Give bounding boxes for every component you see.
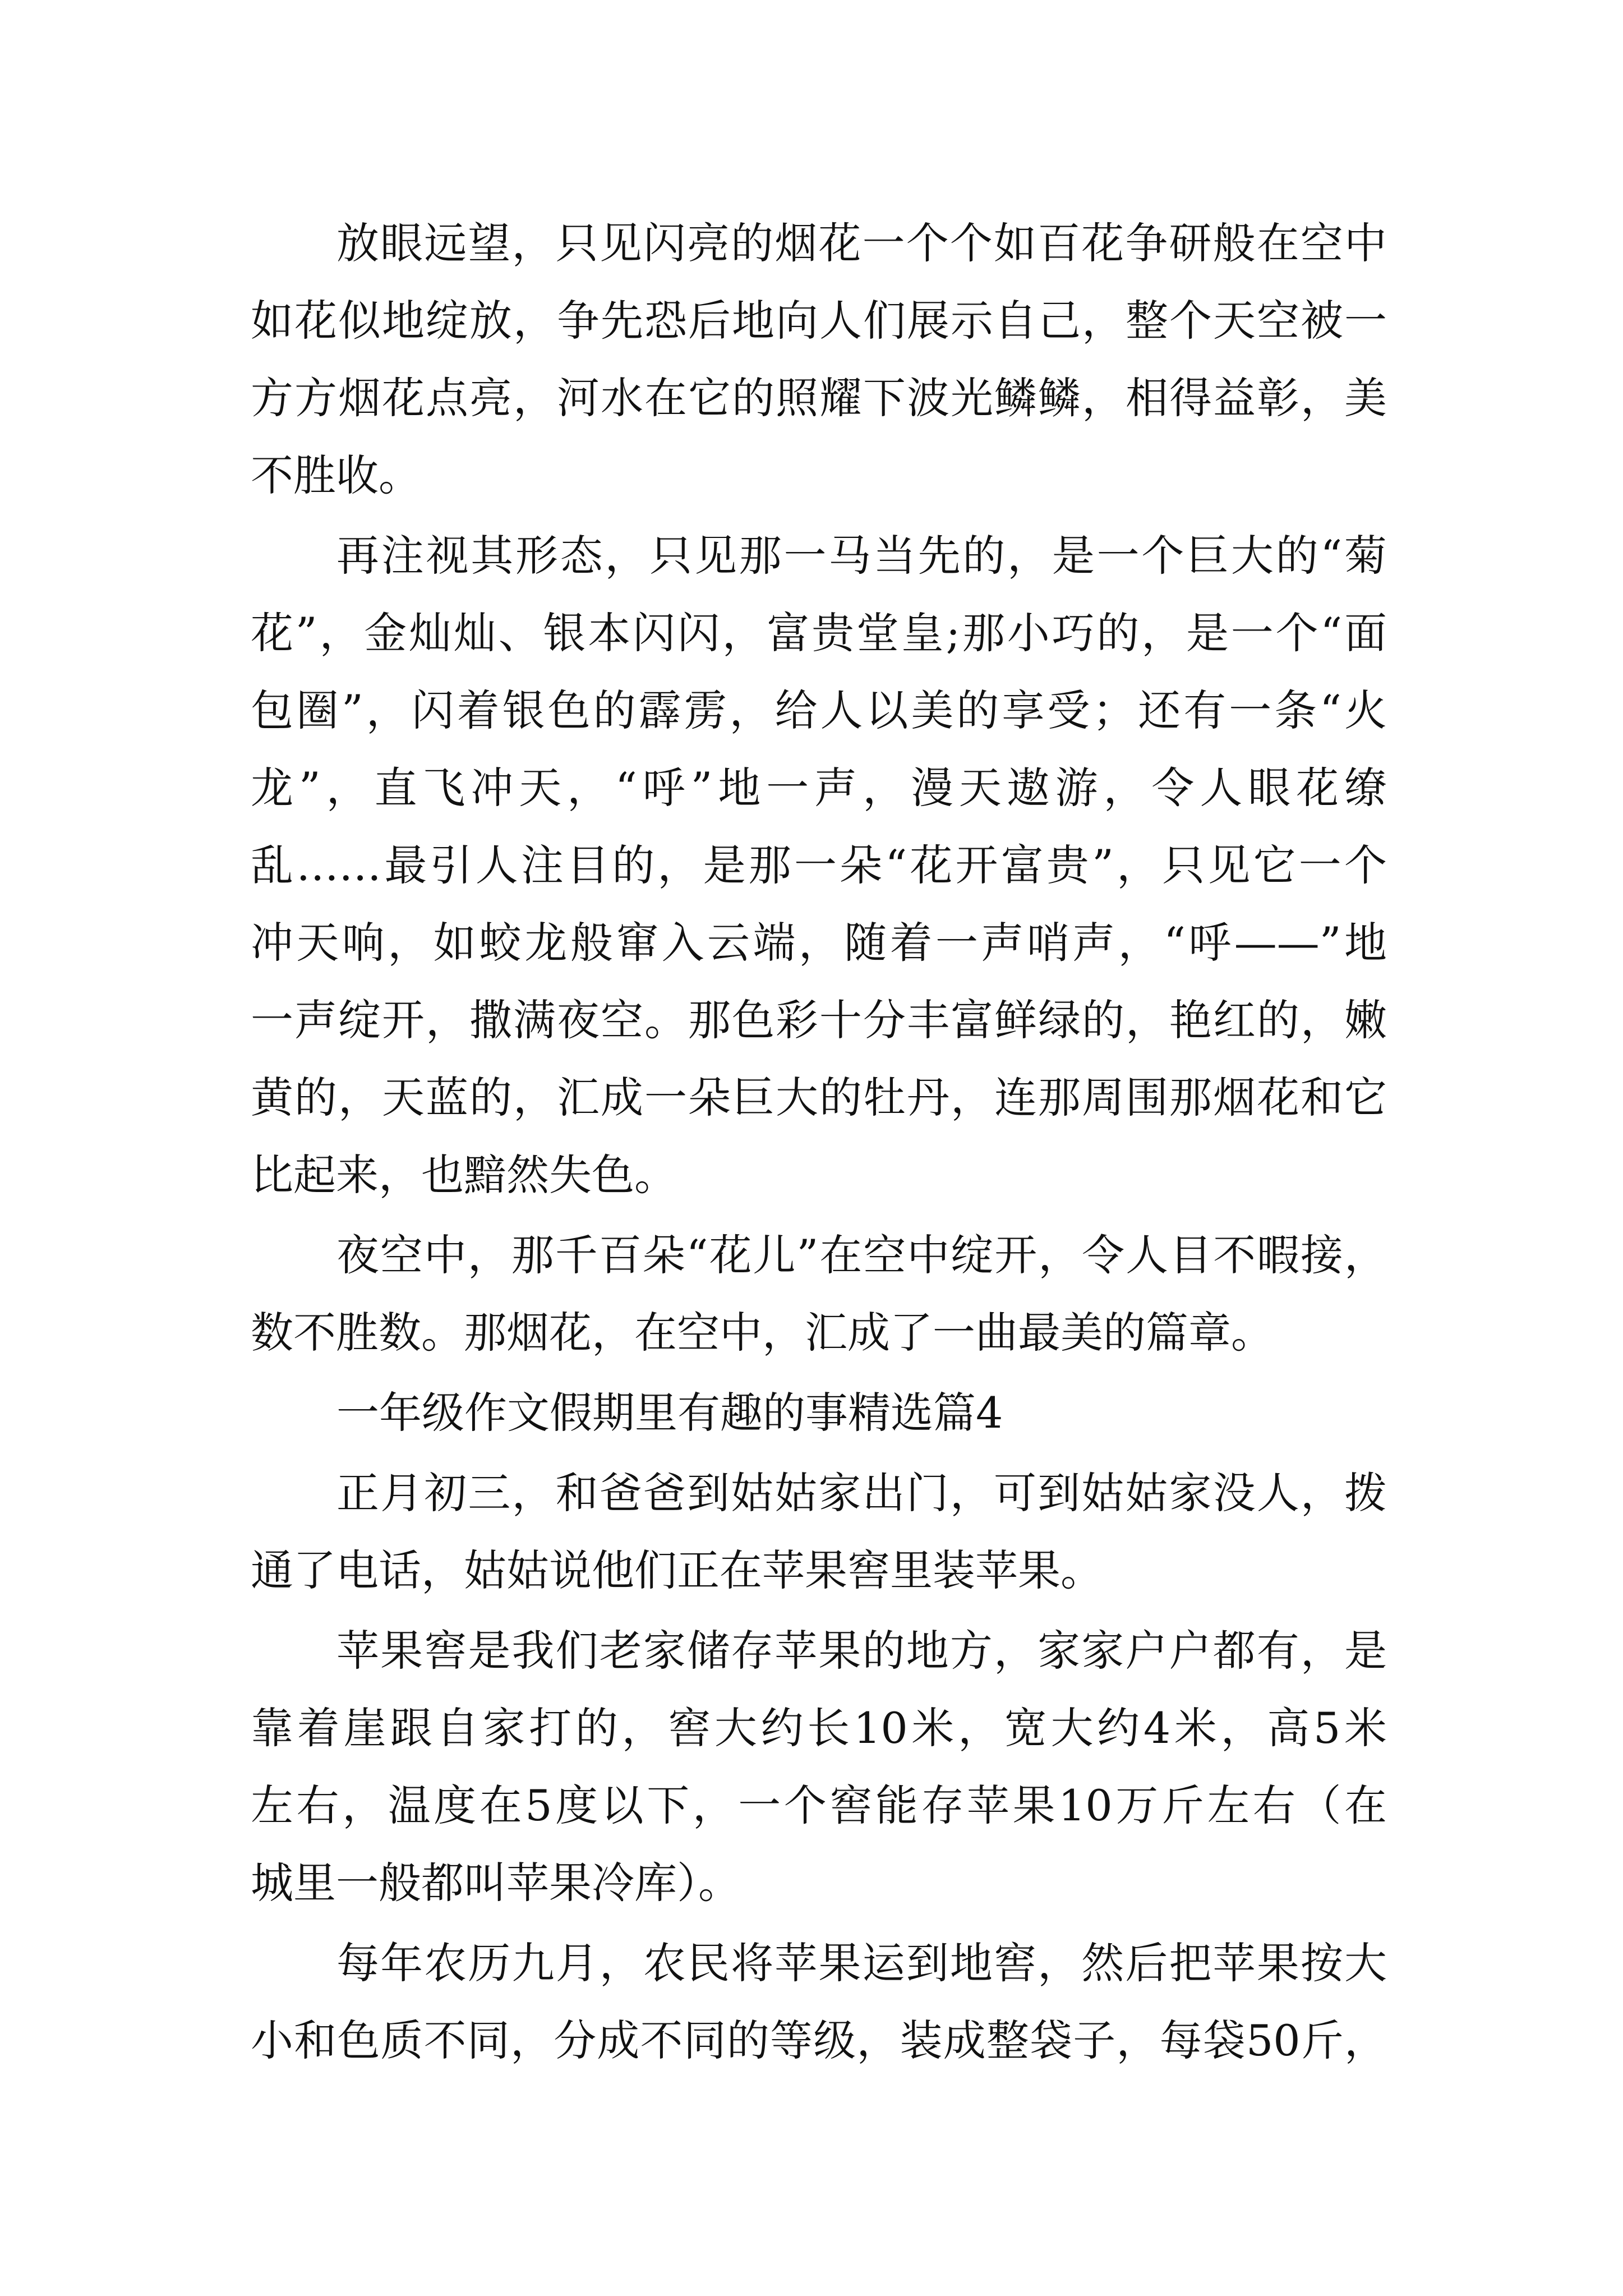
text-line: 数不胜数。那烟花，在空中，汇成了一曲最美的篇章。	[251, 1308, 1274, 1358]
text-line: 靠着崖跟自家打的，窖大约长10米，宽大约4米，高5米	[251, 1703, 1387, 1753]
text-line: 方方烟花点亮，河水在它的照耀下波光鳞鳞，相得益彰，美	[251, 373, 1387, 423]
text-line: 再注视其形态，只见那一马当先的，是一个巨大的“菊	[336, 531, 1387, 581]
paragraph	[251, 1925, 1387, 2079]
paragraph	[251, 1455, 1387, 1609]
text-line: 小和色质不同，分成不同的等级，装成整袋子，每袋50斤，	[251, 2016, 1387, 2065]
document-body	[251, 205, 1387, 2079]
text-line: 放眼远望，只见闪亮的烟花一个个如百花争研般在空中	[336, 218, 1387, 268]
section-title: 一年级作文假期里有趣的事精选篇4	[336, 1388, 1003, 1438]
text-line: 乱……最引人注目的，是那一朵“花开富贵”，只见它一个	[251, 840, 1387, 890]
text-line: 正月初三，和爸爸到姑姑家出门，可到姑姑家没人，拨	[336, 1468, 1387, 1518]
text-line: 花”，金灿灿、银本闪闪，富贵堂皇;那小巧的，是一个“面	[251, 608, 1387, 658]
paragraph	[251, 1217, 1387, 1372]
text-line: 通了电话，姑姑说他们正在苹果窖里装苹果。	[251, 1545, 1103, 1595]
text-line: 不胜收。	[251, 450, 421, 500]
paragraph	[251, 1612, 1387, 1922]
paragraph	[251, 517, 1387, 1214]
text-line: 城里一般都叫苹果冷库）。	[251, 1858, 741, 1908]
text-line: 夜空中，那千百朵“花儿”在空中绽开，令人目不暇接，	[336, 1230, 1387, 1280]
text-line: 左右，温度在5度以下，一个窖能存苹果10万斤左右（在	[251, 1780, 1387, 1830]
section-heading	[251, 1374, 1387, 1452]
text-line: 冲天响，如蛟龙般窜入云端，随着一声哨声，“呼——”地	[251, 918, 1387, 968]
text-line: 每年农历九月，农民将苹果运到地窖，然后把苹果按大	[336, 1938, 1387, 1988]
text-line: 比起来，也黯然失色。	[251, 1150, 677, 1200]
text-line: 苹果窖是我们老家储存苹果的地方，家家户户都有，是	[336, 1626, 1387, 1676]
text-line: 一声绽开，撒满夜空。那色彩十分丰富鲜绿的，艳红的，嫩	[251, 995, 1387, 1045]
paragraph	[251, 205, 1387, 514]
text-line: 黄的，天蓝的，汇成一朵巨大的牡丹，连那周围那烟花和它	[251, 1073, 1387, 1122]
text-line: 龙”，直飞冲天，“呼”地一声，漫天遨游，令人眼花缭	[251, 763, 1387, 813]
text-line: 如花似地绽放，争先恐后地向人们展示自己，整个天空被一	[251, 296, 1387, 346]
text-line: 包圈”，闪着银色的霹雳，给人以美的享受；还有一条“火	[251, 685, 1387, 735]
